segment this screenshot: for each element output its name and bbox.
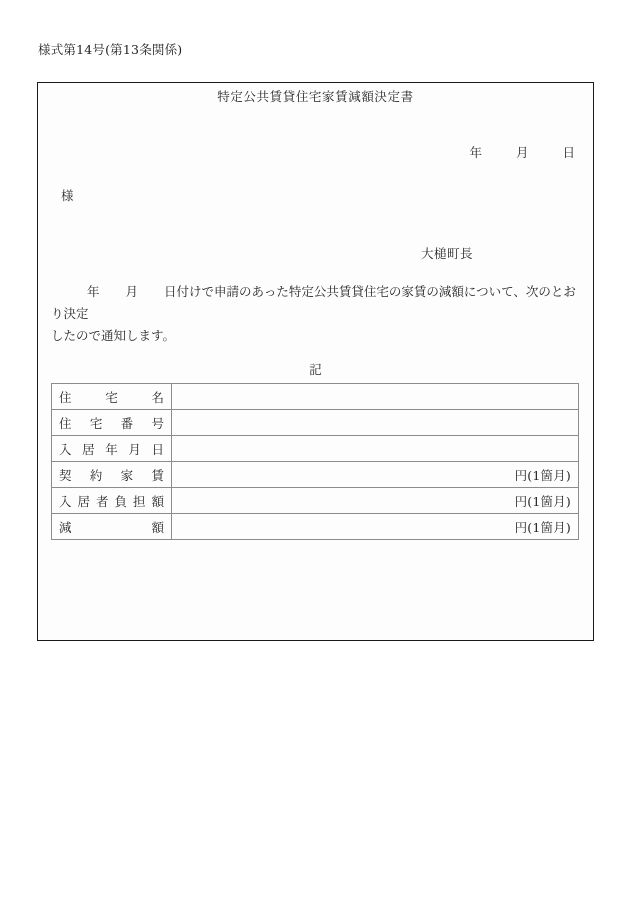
- body-paragraph: [51, 281, 585, 347]
- table-row: [52, 384, 579, 410]
- row-value-tenant-burden[interactable]: [172, 488, 579, 514]
- table-row: [52, 436, 579, 462]
- row-value-contract-rent[interactable]: [172, 462, 579, 488]
- unit-text: 円(1箇月): [514, 467, 571, 483]
- detail-table: [51, 383, 579, 540]
- row-label-housing-number: 住宅番号: [52, 410, 172, 436]
- row-value-reduction-amount[interactable]: [172, 514, 579, 540]
- row-value-move-in-date[interactable]: [172, 436, 579, 462]
- date-year-label: 年: [469, 145, 483, 160]
- date-line: [470, 143, 575, 161]
- addressee-honorific: 様: [61, 188, 74, 203]
- row-value-housing-number[interactable]: [172, 410, 579, 436]
- unit-text: 円(1箇月): [514, 493, 571, 509]
- row-label-housing-name: 住宅名: [52, 384, 172, 410]
- date-month-label: 月: [516, 145, 529, 160]
- form-number: 様式第14号(第13条関係): [38, 42, 183, 57]
- issuer-name: 大槌町長: [421, 246, 474, 261]
- table-row: [52, 410, 579, 436]
- row-value-housing-name[interactable]: [172, 384, 579, 410]
- row-label-contract-rent: 契約家賃: [52, 462, 172, 488]
- row-label-tenant-burden: 入居者負担額: [52, 488, 172, 514]
- date-day-label: 日: [562, 145, 575, 160]
- document-frame: [37, 82, 594, 641]
- body-line-2: したので通知します。: [51, 328, 176, 343]
- body-line-1-rest: 日付けで申請のあった特定公共賃貸住宅の家賃の減額について、次のとおり決定: [51, 284, 576, 321]
- unit-text: 円(1箇月): [514, 519, 571, 535]
- section-marker: 記: [309, 362, 322, 377]
- row-label-reduction-amount: 減額: [52, 514, 172, 540]
- table-row: [52, 488, 579, 514]
- row-label-move-in-date: 入居年月日: [52, 436, 172, 462]
- table-row: [52, 514, 579, 540]
- table-row: [52, 462, 579, 488]
- body-year-label: 年: [87, 284, 100, 299]
- page-title: 特定公共賃貸住宅家賃減額決定書: [217, 89, 414, 104]
- body-month-label: 月: [125, 284, 139, 299]
